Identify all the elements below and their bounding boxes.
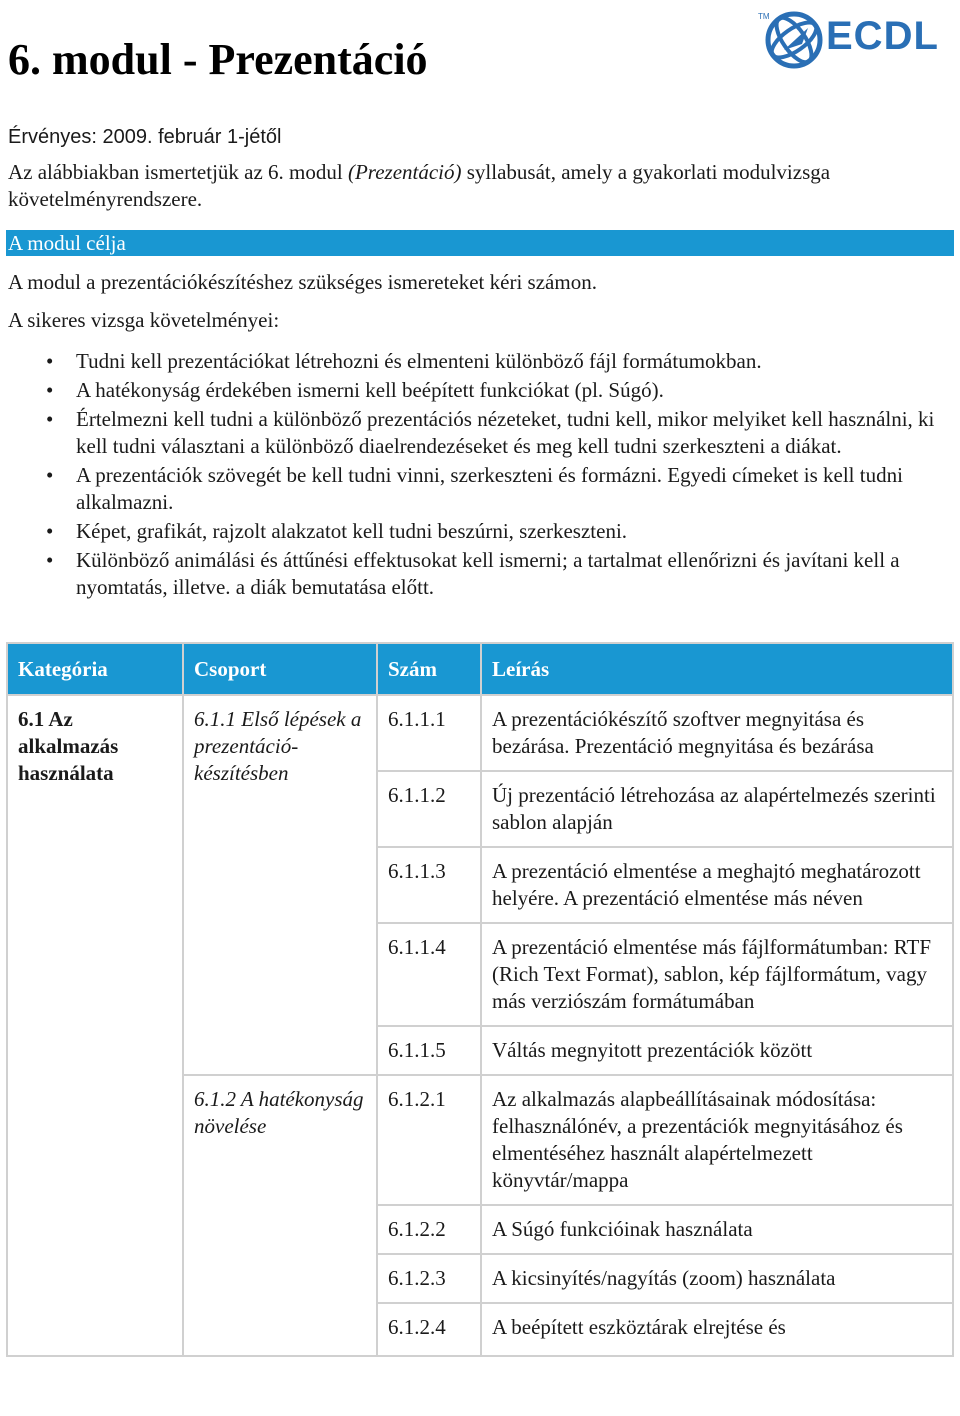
requirement-text: Különböző animálási és áttűnési effektusokat kell ismerni; a tartalmat ellenőrizni és javítani kell a nyomtatás, illetve. a diák bemutatása előtt. xyxy=(76,548,900,599)
logo-trademark: TM xyxy=(758,12,770,21)
requirements-list xyxy=(8,348,958,603)
goal-heading: A modul célja xyxy=(6,230,954,256)
list-item xyxy=(8,406,958,460)
page-title: 6. modul - Prezentáció xyxy=(8,35,428,84)
description-part1: Az alábbiakban ismertetjük az 6. modul xyxy=(8,160,348,184)
bullet-icon: • xyxy=(46,407,54,431)
table-row xyxy=(7,695,953,771)
group-cell: 6.1.1 Első lépések a prezentáció-készítésben xyxy=(183,695,377,1075)
description-cell: A beépített eszköztárak elrejtése és xyxy=(481,1303,953,1356)
requirement-text: Értelmezni kell tudni a különböző prezentációs nézeteket, tudni kell, mikor melyiket kell használni, ki kell tudni választani a különböző diaelrendezéseket és meg kell tudni szerkeszteni a diákat. xyxy=(76,407,935,458)
requirements-title: A sikeres vizsga követelményei: xyxy=(8,308,280,332)
requirement-text: Képet, grafikát, rajzolt alakzatot kell tudni beszúrni, szerkeszteni. xyxy=(76,519,628,543)
number-cell: 6.1.2.1 xyxy=(377,1075,481,1205)
description-cell: A prezentáció elmentése a meghajtó meghatározott helyére. A prezentáció elmentése más néven xyxy=(481,847,953,923)
bullet-icon: • xyxy=(46,519,54,543)
ecdl-logo xyxy=(752,6,952,70)
description-part2: syllabusát, amely a gyakorlati modulvizsga követelményrendszere. xyxy=(8,160,831,211)
column-header-description: Leírás xyxy=(481,643,953,695)
description-cell: Új prezentáció létrehozása az alapértelmezés szerinti sablon alapján xyxy=(481,771,953,847)
column-header-category: Kategória xyxy=(7,643,183,695)
requirement-text: A prezentációk szövegét be kell tudni vinni, szerkeszteni és formázni. Egyedi címeket is kell tudni alkalmazni. xyxy=(76,463,903,514)
intro-section xyxy=(8,124,952,221)
bullet-icon: • xyxy=(46,349,54,373)
ecdl-globe-icon xyxy=(758,6,824,70)
bullet-icon: • xyxy=(46,548,54,572)
description-italic: (Prezentáció) xyxy=(347,160,462,184)
goal-text: A modul a prezentációkészítéshez szükséges ismereteket kéri számon. xyxy=(8,270,597,294)
syllabus-table xyxy=(6,642,954,1357)
category-cell: 6.1 Az alkalmazás használata xyxy=(7,695,183,1356)
column-header-group: Csoport xyxy=(183,643,377,695)
number-cell: 6.1.2.4 xyxy=(377,1303,481,1356)
description-cell: Az alkalmazás alapbeállításainak módosítása: felhasználónév, a prezentációk megnyitásához és elmentéséhez használt alapértelmezett könyvtár/mappa xyxy=(481,1075,953,1205)
column-header-number: Szám xyxy=(377,643,481,695)
number-cell: 6.1.1.1 xyxy=(377,695,481,771)
description-cell: A Súgó funkcióinak használata xyxy=(481,1205,953,1254)
logo-text: ECDL xyxy=(826,14,939,58)
number-cell: 6.1.2.3 xyxy=(377,1254,481,1303)
table-header-row xyxy=(7,643,953,695)
list-item xyxy=(8,462,958,516)
number-cell: 6.1.1.5 xyxy=(377,1026,481,1075)
group-cell: 6.1.2 A hatékonyság növelése xyxy=(183,1075,377,1356)
description-cell: A kicsinyítés/nagyítás (zoom) használata xyxy=(481,1254,953,1303)
list-item xyxy=(8,348,958,375)
requirement-text: Tudni kell prezentációkat létrehozni és elmenteni különböző fájl formátumokban. xyxy=(76,349,762,373)
description-cell: A prezentációkészítő szoftver megnyitása és bezárása. Prezentáció megnyitása és bezárása xyxy=(481,695,953,771)
number-cell: 6.1.2.2 xyxy=(377,1205,481,1254)
intro-description xyxy=(8,159,952,213)
list-item xyxy=(8,547,958,601)
list-item xyxy=(8,518,958,545)
bullet-icon: • xyxy=(46,378,54,402)
description-cell: Váltás megnyitott prezentációk között xyxy=(481,1026,953,1075)
requirement-text: A hatékonyság érdekében ismerni kell beépített funkciókat (pl. Súgó). xyxy=(76,378,664,402)
bullet-icon: • xyxy=(46,463,54,487)
list-item xyxy=(8,377,958,404)
valid-from-text: Érvényes: 2009. február 1-jétől xyxy=(8,126,282,148)
number-cell: 6.1.1.3 xyxy=(377,847,481,923)
description-cell: A prezentáció elmentése más fájlformátumban: RTF (Rich Text Format), sablon, kép fájlformátum, vagy más verziószám formátumában xyxy=(481,923,953,1026)
number-cell: 6.1.1.2 xyxy=(377,771,481,847)
number-cell: 6.1.1.4 xyxy=(377,923,481,1026)
